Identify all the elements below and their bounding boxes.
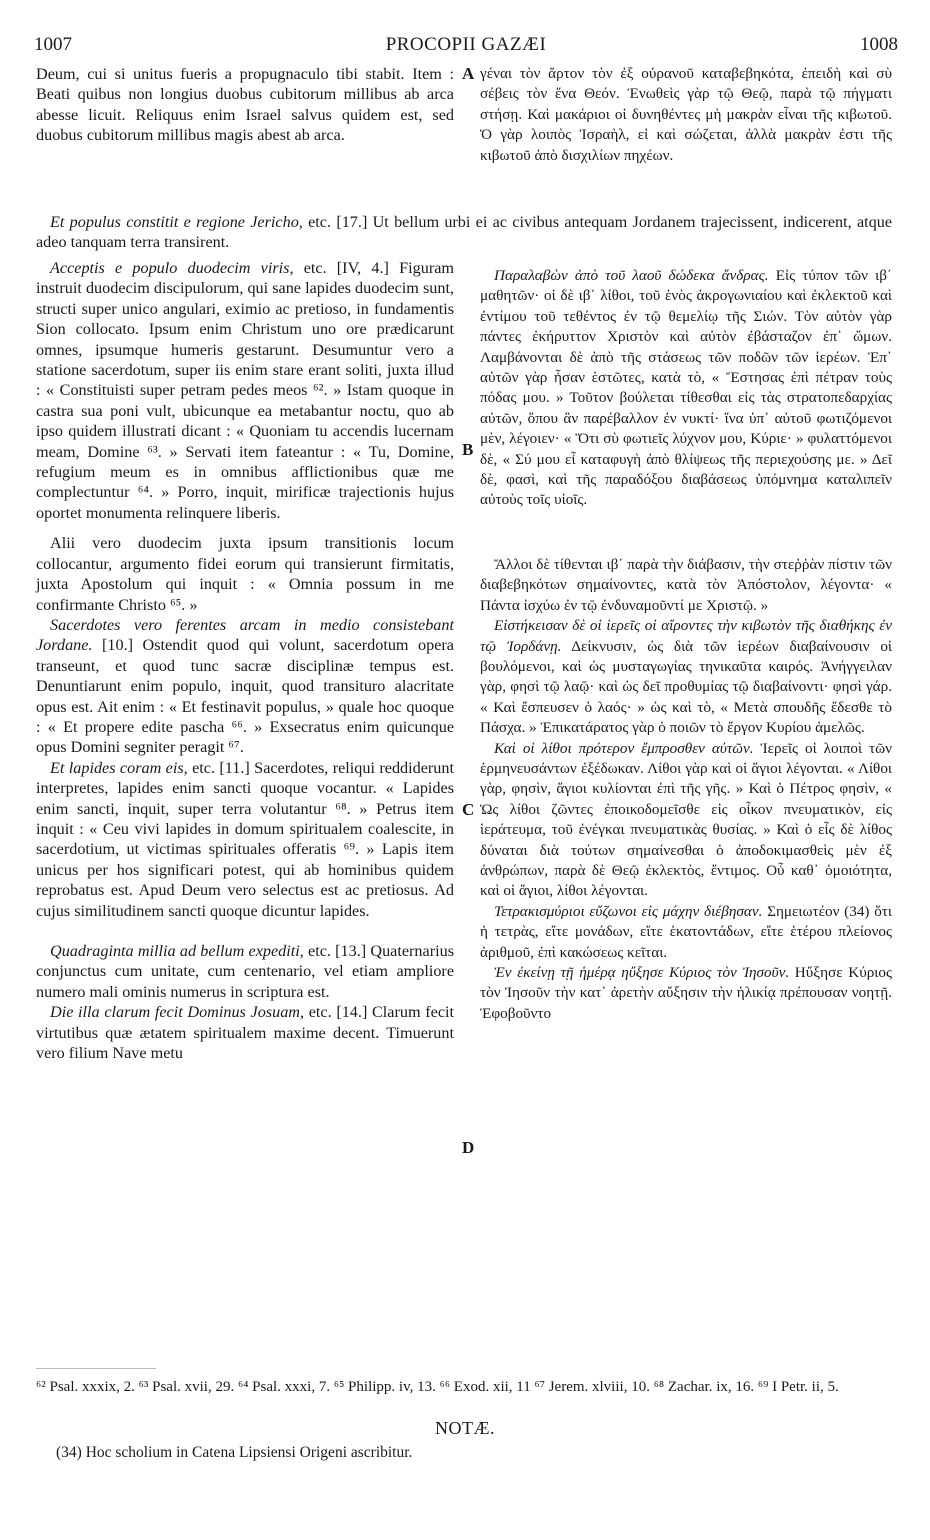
latin-column-block-2 bbox=[36, 258, 454, 1063]
notae-heading: NOTÆ. bbox=[435, 1418, 495, 1438]
latin-paragraph bbox=[36, 615, 454, 758]
greek-paragraph bbox=[480, 739, 892, 902]
greek-paragraph: γέναι τὸν ἄρτον τὸν ἐξ οὐρανοῦ καταβεβηκότα, ἐπειδὴ καὶ σὺ σέβεις τὸν ἕνα Θεόν. Ἐνωθεὶς γὰρ τῷ Θεῷ, παρὰ τῷ πήγματι στήσῃ. Καὶ μακάριοι οἱ δυνηθέντες μὴ μακρὰν εἶναι τῆς κιβωτοῦ. Ὁ γὰρ λοιπὸς Ἰσραὴλ, εἰ καὶ σώζεται, ἀλλὰ μακρὰν ἐστι τῆς κιβωτοῦ ἀπὸ δισχιλίων πηχέων. bbox=[480, 65, 892, 164]
lemma-italic: Quadraginta millia ad bellum expediti, bbox=[50, 942, 304, 960]
full-width-paragraph bbox=[36, 212, 892, 253]
section-marker-c: C bbox=[462, 800, 475, 819]
commentary-text: etc. [IV, 4.] Figuram instruit duodecim discipulorum, qui sane lapides duodecim sunt, structi super unico angulari, eximio ac pretioso, in fundamentis Sion collocato. Ipsum enim Christum uno ore prædicarunt omnes, ipsumque humeris gestarunt. Desumuntur vero a statione sacerdotum, super iis enim stare erant soliti, juxta illud : « Constituisti super petram pedes meos ⁶². » Istam quoque in castra sua poni vult, ubicunque ea metabantur noctu, quo ab ipso quidem illustrati dicant : « Quoniam tu accendis lucernam meam, Domine ⁶³. » Servati item fateantur : « Tu, Domine, refugium meum es in omnibus afflictionibus quæ me complectuntur ⁶⁴. » Porro, inquit, mirificæ trajectionis hujus oportet monumenta relinquere liberis. bbox=[36, 259, 454, 522]
commentary-text: Σημειωτέον (34) ὅτι ἡ τετρὰς, εἴτε μονάδων, εἴτε ἑκατοντάδων, εἴτε ἑτέρου πλείονος ἀριθμοῦ, ἐπὶ κακώσεως κεῖται. bbox=[480, 902, 892, 961]
lemma-italic: Παραλαβὼν ἀπὸ τοῦ λαοῦ δώδεκα ἄνδρας. bbox=[494, 267, 769, 284]
greek-paragraph bbox=[480, 963, 892, 1024]
latin-paragraph: Deum, cui si unitus fueris a propugnaculo tibi stabit. Item : Beati quibus non longius duobus cubitorum millibus ab arca abesse licuit. Reliquus enim Israel salvus quidem est, sed duobus cubitorum millibus magis abest ab arca. bbox=[36, 65, 454, 145]
page-number-right: 1008 bbox=[860, 34, 898, 55]
page-header bbox=[34, 34, 898, 58]
lemma-italic: Τετρακισμύριοι εὔζωνοι εἰς μάχην διέβησαν. bbox=[494, 902, 763, 920]
lemma-italic: Καὶ οἱ λίθοι πρότερον ἔμπροσθεν αὐτῶν. bbox=[494, 739, 754, 757]
greek-paragraph: Ἄλλοι δὲ τίθενται ιβ΄ παρὰ τὴν διάβασιν, τὴν στεῤῥὰν πίστιν τῶν διαβεβηκότων σημαίνοντες, κατὰ τὸν Ἀπόστολον, λέγοντα· « Πάντα ἰσχύω ἐν τῷ ἐνδυναμοῦντί με Χριστῷ. » bbox=[480, 555, 892, 614]
lemma-italic: Sacerdotes vero ferentes arcam in medio consistebant Jordane. bbox=[36, 615, 454, 655]
lemma-italic: Die illa clarum fecit Dominus Josuam, bbox=[50, 1003, 305, 1022]
footnotes: ⁶² Psal. xxxix, 2. ⁶³ Psal. xvii, 29. ⁶⁴ Psal. xxxi, 7. ⁶⁵ Philipp. iv, 13. ⁶⁶ Exod. xii, 11 ⁶⁷ Jerem. xlviii, 10. ⁶⁸ Zachar. ix, 16. ⁶⁹ I Petr. ii, 5. bbox=[36, 1379, 839, 1395]
commentary-text: etc. [11.] Sacerdotes, reliqui reddiderunt interpretes, lapides enim sancti quoque vocantur. « Lapides enim sancti, inquit, super terra volutantur ⁶⁸. » Petrus item inquit : « Ceu vivi lapides in domum spiritualem coalescite, in sacerdotium, ut victimas spirituales offeratis ⁶⁹. » Lapis item unicus per hos significari potest, qui ab hominibus quidem reprobatus est. Apud Deum vero selectus est ac pretiosus. Ad cujus similitudinem sancti quoque dicuntur lapides. bbox=[36, 758, 454, 920]
greek-column-block-1 bbox=[480, 64, 892, 166]
commentary-text: etc. [14.] Clarum fecit virtutibus quæ ætatem spiritualem maxime decent. Timuerunt vero filium Nave metu bbox=[36, 1003, 455, 1063]
section-marker-a: A bbox=[462, 64, 475, 83]
section-marker-d: D bbox=[462, 1138, 475, 1157]
running-title: PROCOPII GAZÆI bbox=[385, 34, 547, 55]
lemma-italic: Acceptis e populo duodecim viris, bbox=[50, 259, 294, 277]
commentary-text: Ἱερεῖς οἱ λοιποὶ τῶν ἑρμηνευσάντων ἐξέδωκαν. Λίθοι γὰρ καὶ οἱ ἅγιοι λέγονται. « Λίθοι γὰρ, φησὶν, ἅγιοι κυλίονται ἐπὶ τῆς γῆς. » Καὶ ὁ Πέτρος φησὶν, « Ὡς λίθοι ζῶντες ἐποικοδομεῖσθε εἰς οἶκον πνευματικὸν, εἰς ἱεράτευμα, τοῦ ἐνέγκαι πνευματικὰς θυσίας. » Καὶ ὁ εἷς δὲ λίθος δύναται διὰ τούτων σημαίνεσθαι ὁ ἀποδοκιμασθεὶς μὲν ἐξ ἀνθρώπων, παρὰ δὲ Θεῷ ἐκλεκτὸς, ἔντιμος. Οὗ καθ᾽ ὁμοιότητα, καὶ οἱ ἅγιοι, λίθοι λέγονται. bbox=[480, 739, 892, 900]
section-marker-b: B bbox=[462, 440, 474, 459]
latin-paragraph bbox=[36, 258, 454, 523]
lemma-comment: etc. [17.] Ut bellum urbi ei ac civibus antequam Jordanem trajecissent, indicerent, atque adeo tanquam terra transirent. bbox=[36, 213, 892, 252]
commentary-text: Δείκνυσιν, ὡς διὰ τῶν ἱερέων διαβαίνουσιν οἱ βουλόμενοι, καὶ ὡς μυσταγωγίας τηνικαῦτα καιρός. Ἀνήγγειλαν γὰρ, φησὶ τῷ λαῷ· καὶ ὡς δεῖ προθυμίας τῷ διαβαίνοντι· φησὶ γάρ. « Καὶ ἔσπευσεν ὁ λαός· » ὡς καὶ τὸ, « Μετὰ σπουδῆς ἔδεσθε τὸ Πάσχα. » Ἐπικατάρατος γὰρ ὁ ποιῶν τὸ ἔργον Κυρίου ἀμελῶς. bbox=[480, 637, 892, 737]
latin-paragraph bbox=[36, 941, 454, 1002]
page-number-left: 1007 bbox=[34, 34, 72, 55]
greek-paragraph bbox=[480, 902, 892, 963]
greek-column-block-2 bbox=[480, 266, 892, 1024]
latin-column-block-1 bbox=[36, 64, 454, 146]
commentary-text: Εἰς τύπον τῶν ιβ΄ μαθητῶν· οἱ δὲ ιβ΄ λίθοι, τοῦ ἑνὸς ἀκρογωνιαίου καὶ ἐκλεκτοῦ καὶ ἐντίμου τοῦ τεθέντος ἐν τῷ θεμελίῳ τῆς Σιών. Τὸν αὐτὸν γὰρ πάντες ἐκήρυττον Χριστὸν καὶ αὐτὸν ἐβάσταζον ἐπ᾽ ὤμων. Λαμβάνονται δὲ ἀπὸ τῆς στάσεως τῶν ποδῶν τῶν ἱερέων. Ἐπ᾽ αὐτῶν γὰρ ἦσαν ἑστῶτες, κατὰ τὸ, « Ἔστησας ἐπὶ πέτραν τοὺς πόδας μου. » Τοῦτον βούλεται τίθεσθαι εἰς τὰς στρατοπεδαρχίας αὐτῶν, ὅπου ἂν παρέβαλλον ἐν νυκτί· ἵνα ὑπ᾽ αὐτοῦ φωτιζόμενοι μὲν, λέγοιεν· « Ὅτι σὺ φωτιεῖς λύχνον μου, Κύριε· » φυλαττόμενοι δὲ, « Σύ μου εἶ καταφυγὴ ἀπὸ θλίψεως τῆς περιεχούσης με. » Δεῖ δὲ, φασὶ, καὶ τῆς παραδόξου διαβάσεως ὑπόμνημα καταλιπεῖν αὐτοὺς τοῖς υἱοῖς. bbox=[480, 267, 893, 509]
lemma-italic: Εἱστήκεισαν δὲ οἱ ἱερεῖς οἱ αἴροντες τὴν κιβωτὸν τῆς διαθήκης ἐν τῷ Ἰορδάνῃ. bbox=[480, 617, 892, 655]
greek-paragraph bbox=[480, 616, 892, 738]
footnote-divider bbox=[36, 1368, 156, 1369]
commentary-text: [10.] Ostendit quod qui volunt, sacerdotum opera transeunt, et quod tunc sacræ disciplinæ tempus est. Denuntiarunt enim populo, inquit, quod transituro alacritate opus est. Ait enim : « Et festinavit populus, » quale hoc quoque : « Et propere edite pascha ⁶⁶. » Exsecratus enim quicunque opus Domini segniter peragit ⁶⁷. bbox=[36, 636, 454, 757]
latin-paragraph: Alii vero duodecim juxta ipsum transitionis locum collocantur, argumento fidei eorum qui transierunt firmitatis, juxta Apostolum qui inquit : « Omnia possum in me confirmante Christo ⁶⁵. » bbox=[36, 534, 454, 614]
lemma-italic: Et populus constitit e regione Jericho, bbox=[50, 213, 303, 231]
lemma-italic: Ἐν ἐκείνῃ τῇ ἡμέρᾳ ηὔξησε Κύριος τὸν Ἰησοῦν. bbox=[494, 964, 790, 981]
commentary-text: Ηὔξησε Κύριος τὸν Ἰησοῦν τὴν κατ᾽ ἀρετὴν αὔξησιν τὴν ἡλικίᾳ πρέπουσαν νοητῇ. Ἐφοβοῦντο bbox=[480, 964, 893, 1022]
notae-text: (34) Hoc scholium in Catena Lipsiensi Origeni ascribitur. bbox=[56, 1444, 413, 1461]
latin-paragraph bbox=[36, 1002, 454, 1063]
latin-paragraph bbox=[36, 758, 454, 921]
lemma-italic: Et lapides coram eis, bbox=[50, 758, 188, 777]
commentary-text: etc. [13.] Quaternarius conjunctus cum unitate, cum centenario, vel etiam ampliore numero mali ominis numerus in scriptura est. bbox=[36, 942, 454, 1001]
greek-paragraph bbox=[480, 266, 892, 511]
full-width-text bbox=[36, 212, 892, 253]
